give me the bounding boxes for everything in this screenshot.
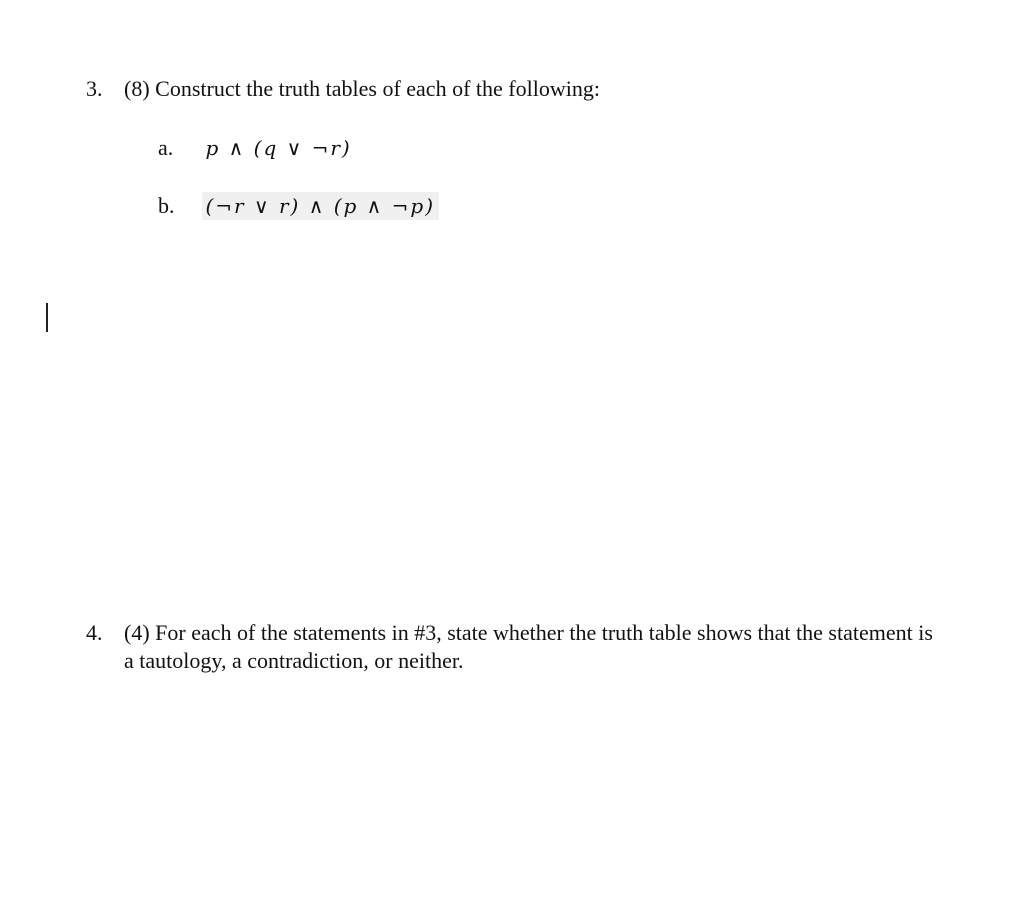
item-label: a.: [158, 135, 174, 160]
question-text: (4) For each of the statements in #3, state whether the truth table shows that the statement is a tautology, a contradiction, or neither.: [124, 620, 933, 673]
question-text: (8) Construct the truth tables of each of the following:: [124, 76, 600, 101]
question-3-item-a: [158, 134, 356, 162]
question-3-item-b: [158, 192, 439, 220]
question-number: 4.: [86, 620, 103, 645]
text-cursor: [46, 303, 48, 332]
formula-b: (¬r ∨ r) ∧ (p ∧ ¬p): [202, 192, 440, 220]
item-label: b.: [158, 193, 175, 218]
formula-a: p ∧ (q ∨ ¬r): [205, 136, 352, 160]
question-number: 3.: [86, 76, 103, 101]
